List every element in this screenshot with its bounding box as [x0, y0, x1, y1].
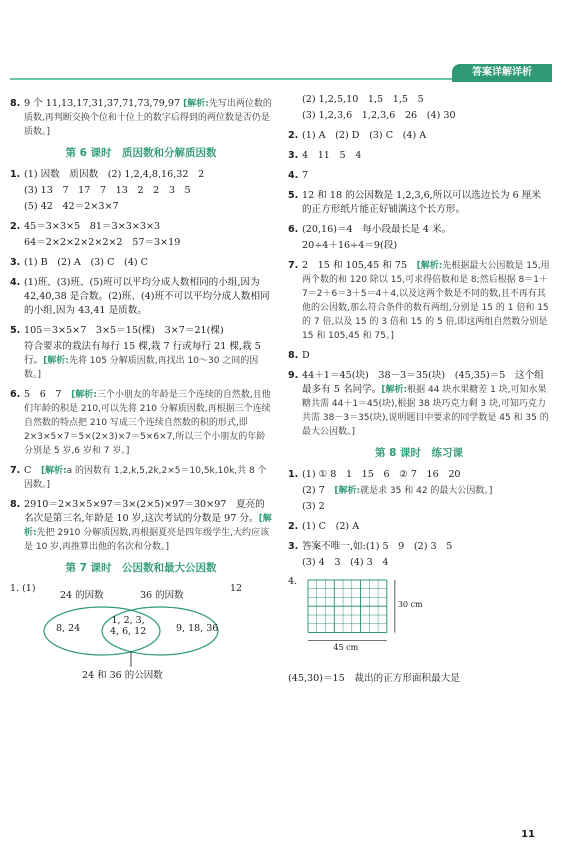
analysis-tag: [解析:: [43, 356, 69, 366]
analysis-note: [解析:a 的因数有 1,2,k,5,2k,2×5＝10,5k,10k,共 8 个因数。]: [24, 466, 267, 490]
answer-item: [288, 520, 550, 534]
header-rule: [10, 78, 455, 80]
left-column: [10, 97, 272, 683]
answer-text: C: [24, 465, 41, 476]
answer-continuation: [10, 340, 272, 382]
analysis-tag: [解析:: [183, 99, 209, 109]
answer-text: (2) 1,2,5,10 1,5 1,5 5: [302, 94, 424, 105]
answer-text: (1) C (2) A: [302, 521, 360, 532]
answer-item: [288, 189, 550, 217]
question-number: 2.: [288, 130, 299, 141]
answer-text: (1) A (2) D (3) C (4) A: [302, 130, 427, 141]
answer-continuation: [288, 109, 550, 123]
answer-12: 12: [230, 583, 243, 594]
question-number: 4.: [288, 576, 298, 587]
answer-item: [288, 540, 550, 554]
label-36-factors: 36 的因数: [140, 590, 184, 601]
answer-text: (3) 13 7 17 7 13 2 2 3 5: [24, 185, 191, 196]
answer-text: 7: [302, 170, 309, 181]
analysis-note: [解析:先把 2910 分解质因数,再根据夏亮是四年级学生,大约应该是 10 岁,再推算出他的名次和分数。]: [24, 514, 272, 552]
analysis-note: [解析:三个小朋友的年龄是三个连续的自然数,且他们年龄的积是 210,可以先将 210 分解质因数,再根据三个连续自然数的特点把 210 写成三个连续自然数的积的形式,即 2×3×5×7＝5×(2×3)×7＝5×6×7,所以三个小朋友的年龄分别是 5 岁,6 岁和 7 岁。]: [24, 390, 271, 456]
right-column: [288, 94, 550, 692]
question-number: 7.: [10, 465, 21, 476]
analysis-tag: [解析:: [71, 390, 97, 400]
question-number: 1.: [10, 169, 21, 180]
question-number: 8.: [288, 350, 299, 361]
answer-continuation: [288, 484, 550, 498]
analysis-note: [解析:先写出两位数的质数,再判断交换个位和十位上的数字后得到的两位数是否仍是质数。]: [24, 99, 272, 137]
question-number: 3.: [288, 541, 299, 552]
lesson-heading: 第 6 课时 质因数和分解质因数: [65, 147, 217, 159]
analysis-note: [解析:先将 105 分解质因数,再找出 10～30 之间的因数。]: [24, 356, 259, 380]
lesson-heading: 第 7 课时 公因数和最大公因数: [65, 562, 217, 574]
answer-text: (3) 1,2,3,6 1,2,3,6 26 (4) 30: [302, 110, 456, 121]
analysis-note: [解析:就是求 35 和 42 的最大公因数。]: [334, 486, 493, 496]
venn-bottom-label: 24 和 36 的公因数: [82, 670, 163, 681]
question-number: 6.: [288, 224, 299, 235]
question-number: 2.: [10, 221, 21, 232]
venn-common: 1, 2, 3, 4, 6, 12: [110, 615, 147, 637]
grid-caption-right: 裁出的正方形面积最大是: [354, 673, 460, 684]
answer-text: (5) 42 42＝2×3×7: [24, 201, 119, 212]
answer-text: 44＋1＝45(块) 38－3＝35(块) (45,35)＝5 这个组最多有 5 名同学。: [302, 370, 544, 395]
grid-caption-left: (45,30)＝15: [288, 673, 355, 684]
answer-item: [10, 388, 272, 458]
answer-item: [10, 464, 272, 492]
answer-text: 64＝2×2×2×2×2×2 57＝3×19: [24, 237, 181, 248]
grid-svg: [288, 576, 548, 666]
answer-text: D: [302, 350, 310, 361]
answer-text: (1)班、(3)班、(5)班可以平均分成人数相同的小组,因为 42,40,38 是合数。(2)班、(4)班不可以平均分成人数相同的小组,因为 43,41 是质数。: [24, 277, 270, 316]
question-number: 4.: [288, 170, 299, 181]
answer-tab: 答案详解详析: [452, 64, 552, 82]
answer-continuation: [288, 93, 550, 107]
answer-text: 45＝3×3×5 81＝3×3×3×3: [24, 221, 161, 232]
answer-item: [288, 468, 550, 482]
question-number: 2.: [288, 521, 299, 532]
answer-text: (3) 2: [302, 501, 325, 512]
question-number: 7.: [288, 260, 299, 271]
analysis-tag: [解析:: [334, 486, 361, 496]
answer-item: [288, 369, 550, 439]
analysis-note: [解析:根据 44 块水果糖差 1 块,可知水果糖共需 44＋1＝45(块),根据 38 块巧克力剩 3 块,可知巧克力共需 38－3＝35(块),说明题目中要求的同学数是 45 和 35 的最大公因数。]: [302, 385, 549, 437]
answer-text: 5 6 7: [24, 389, 72, 400]
answer-text: 符合要求的栽法有每行 15 棵,栽 7 行或每行 21 棵,栽 5 行。: [24, 341, 261, 366]
answer-text: (3) 4 3 (4) 3 4: [302, 557, 389, 568]
answer-continuation: [10, 200, 272, 214]
answer-item: [10, 498, 272, 554]
venn-diagram: [10, 583, 272, 679]
width-label: 45 cm: [333, 642, 359, 652]
venn-right-only: 9, 18, 36: [176, 623, 219, 634]
page-number: 11: [521, 829, 535, 840]
answer-text: 20÷4＋16÷4＝9(段): [302, 240, 398, 251]
answer-item: [10, 97, 272, 139]
answer-continuation: [10, 184, 272, 198]
answer-text: 答案不唯一,如:(1) 5 9 (2) 3 5: [302, 541, 453, 552]
question-number: 1.: [288, 469, 299, 480]
answer-item: [10, 324, 272, 338]
question-number: 3.: [10, 257, 21, 268]
answer-item: [288, 349, 550, 363]
answer-item: [288, 129, 550, 143]
answer-text: 12 和 18 的公因数是 1,2,3,6,所以可以选边长为 6 厘米的正方形纸片能正好铺满这个长方形。: [302, 190, 541, 215]
question-number: 9.: [288, 370, 299, 381]
answer-continuation: [288, 556, 550, 570]
height-label: 30 cm: [397, 600, 423, 610]
question-number: 5.: [288, 190, 299, 201]
answer-text: 105＝3×5×7 3×5＝15(棵) 3×7＝21(棵): [24, 325, 224, 336]
question-number: 3.: [288, 150, 299, 161]
answer-text: (1) 因数 质因数 (2) 1,2,4,8,16,32 2: [24, 169, 205, 180]
question-number: 1. (1): [10, 583, 36, 594]
answer-item: [10, 168, 272, 182]
answer-text: (20,16)＝4 每小段最长是 4 米。: [302, 224, 452, 235]
answer-text: (2) 7: [302, 485, 335, 496]
answer-item: [288, 259, 550, 343]
question-number: 5.: [10, 325, 21, 336]
answer-item: [10, 220, 272, 234]
answer-text: (1) ① 8 1 15 6 ② 7 16 20: [302, 469, 461, 480]
analysis-note: [解析:先根据最大公因数是 15,用两个数的和 120 除以 15,可求得倍数和是 8;然后根据 8＝1＋7＝2＋6＝3＋5＝4＋4,以及这两个数是不同的数,且不再有其他的公因数,那么符合条件的数有两组,分别是 15 的 1 倍和 15 的 7 倍,以及 15 的 3 倍和 15 的 5 倍,即这两组自然数分别是 15 和 105,45 和 75。]: [302, 261, 550, 341]
analysis-tag: [解析:: [381, 385, 408, 395]
answer-continuation: [288, 500, 550, 514]
answer-text: 2 15 和 105,45 和 75: [302, 260, 417, 271]
question-number: 8.: [10, 98, 21, 109]
label-24-factors: 24 的因数: [60, 590, 104, 601]
answer-item: [10, 276, 272, 318]
answer-item: [288, 169, 550, 183]
analysis-tag: [解析:: [40, 466, 67, 476]
analysis-tag: [解析:: [416, 261, 443, 271]
answer-item: [288, 223, 550, 237]
answer-continuation: [10, 236, 272, 250]
answer-text: 4 11 5 4: [302, 150, 362, 161]
lesson-heading: 第 8 课时 练习课: [374, 447, 464, 459]
grid-caption: [288, 672, 550, 686]
answer-text: (1) B (2) A (3) C (4) C: [24, 257, 148, 268]
question-number: 8.: [10, 499, 21, 510]
question-number: 4.: [10, 277, 21, 288]
answer-item: [10, 256, 272, 270]
analysis-tag: [解析:: [24, 514, 272, 538]
answer-text: 9 个 11,13,17,31,37,71,73,79,97: [24, 98, 184, 109]
square-grid: [288, 576, 550, 666]
answer-item: [288, 149, 550, 163]
question-number: 6.: [10, 389, 21, 400]
answer-continuation: [288, 239, 550, 253]
answer-text: 2910＝2×3×5×97＝3×(2×5)×97＝30×97 夏亮的名次是第三名,年龄是 10 岁,这次考试的分数是 97 分。: [24, 499, 265, 524]
venn-left-only: 8, 24: [56, 623, 81, 634]
